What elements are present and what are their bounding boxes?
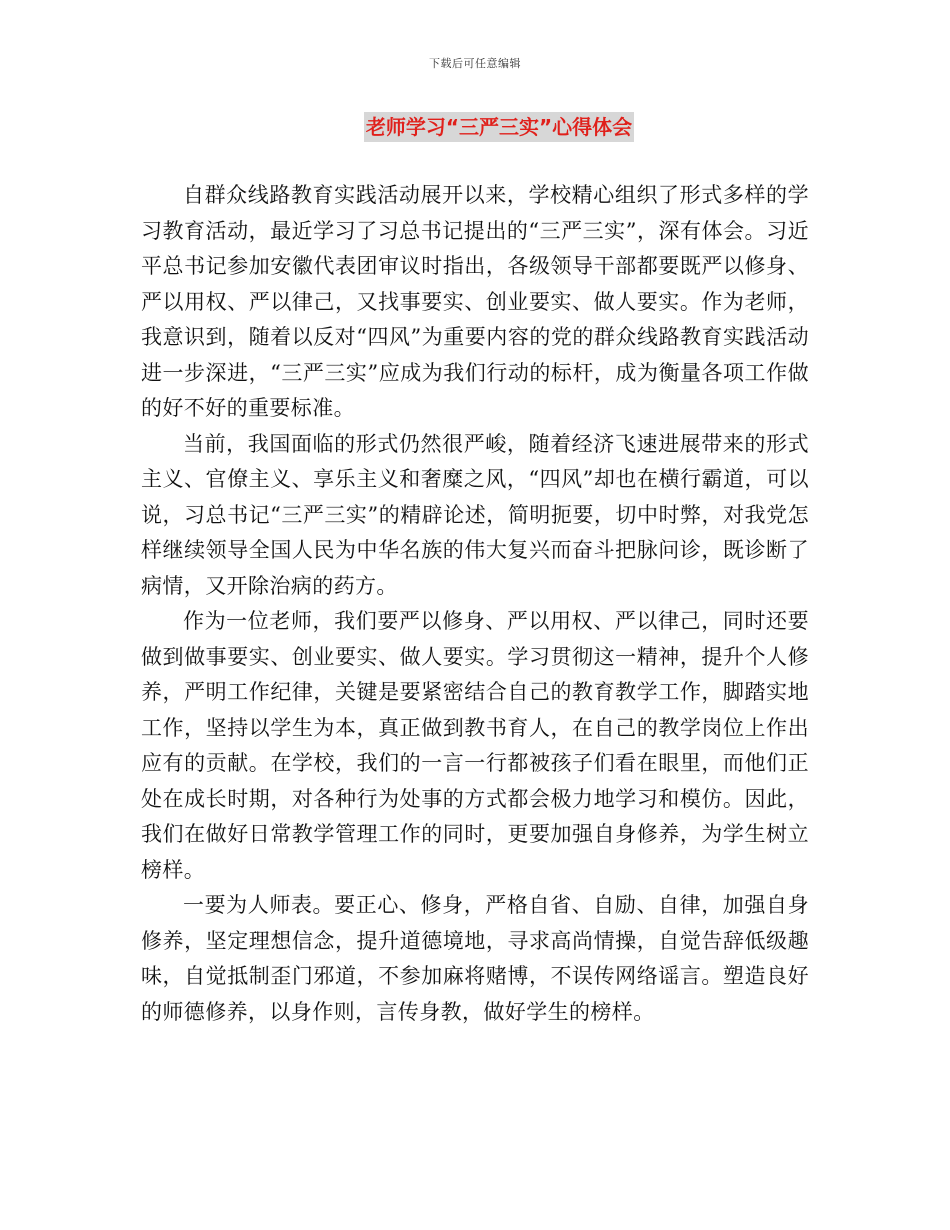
paragraph-2: 当前，我国面临的形式仍然很严峻，随着经济飞速进展带来的形式主义、官僚主义、享乐主义和奢糜之风，“四风”却也在横行霸道，可以说，习总书记“三严三实”的精辟论述，简明扼要，切中时弊，对我党怎样继续领导全国人民为中华名族的伟大复兴而奋斗把脉问诊，既诊断了病情，又开除治病的药方。 [141, 431, 809, 598]
document-title: 老师学习“三严三实”心得体会 [364, 112, 634, 142]
page-header-note: 下载后可任意编辑 [429, 57, 521, 70]
document-body [141, 178, 809, 1030]
paragraph-1: 自群众线路教育实践活动展开以来，学校精心组织了形式多样的学习教育活动，最近学习了习总书记提出的“三严三实”，深有体会。习近平总书记参加安徽代表团审议时指出，各级领导干部都要既严以修身、严以用权、严以律己，又找事要实、创业要实、做人要实。作为老师，我意识到，随着以反对“四风”为重要内容的党的群众线路教育实践活动进一步深进，“三严三实”应成为我们行动的标杆，成为衡量各项工作做的好不好的重要标准。 [141, 183, 809, 420]
paragraph-4: 一要为人师表。要正心、修身，严格自省、自励、自律，加强自身修养，坚定理想信念，提升道德境地，寻求高尚情操，自觉告辞低级趣味，自觉抵制歪门邪道，不参加麻将赌博，不误传网络谣言。塑造良好的师德修养，以身作则，言传身教，做好学生的榜样。 [141, 893, 809, 1024]
title-container [0, 112, 950, 142]
paragraph-3: 作为一位老师，我们要严以修身、严以用权、严以律己，同时还要做到做事要实、创业要实、做人要实。学习贯彻这一精神，提升个人修养，严明工作纪律，关键是要紧密结合自己的教育教学工作，脚踏实地工作，坚持以学生为本，真正做到教书育人，在自己的教学岗位上作出应有的贡献。在学校，我们的一言一行都被孩子们看在眼里，而他们正处在成长时期，对各种行为处事的方式都会极力地学习和模仿。因此，我们在做好日常教学管理工作的同时，更要加强自身修养，为学生树立榜样。 [141, 609, 809, 882]
